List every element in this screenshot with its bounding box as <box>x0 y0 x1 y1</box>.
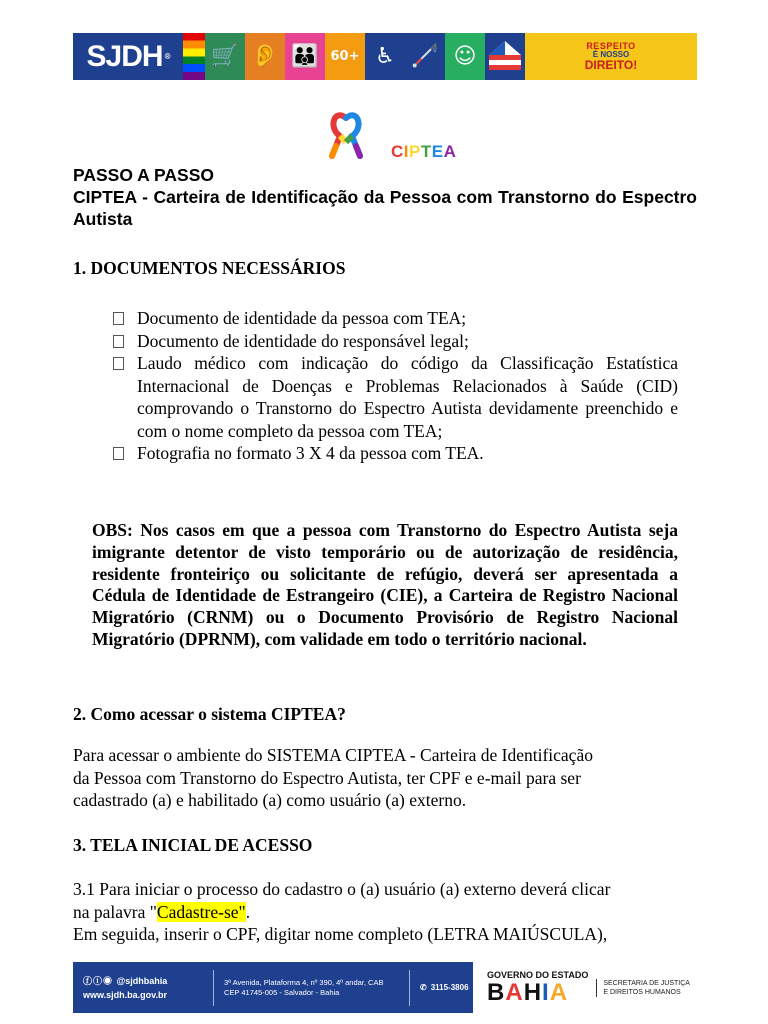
ciptea-letter: E <box>431 142 444 161</box>
accessibility-person-icon <box>445 33 485 80</box>
footer-divider <box>409 970 410 1006</box>
sjdh-logo <box>73 33 183 80</box>
bahia-flag-icon <box>485 33 525 80</box>
slogan-line-3: DIREITO! <box>584 58 638 72</box>
list-item-text: Laudo médico com indicação do código da Classificação Estatística Internacional de Doenças e Problemas Relacionados à Saúde (CID) comprovando o Transtorno do Espectro Autista devidamente preenchido e com o nome completo da pessoa com TEA; <box>137 353 678 441</box>
paragraph-line: Em seguida, inserir o CPF, digitar nome completo (LETRA MAIÚSCULA), <box>73 924 608 944</box>
elderly-60-plus-icon <box>325 33 365 80</box>
section-3-paragraph <box>73 878 697 946</box>
slogan-line-2: É NOSSO <box>592 50 630 59</box>
checkbox-icon <box>113 312 124 325</box>
pride-flag-icon <box>183 33 205 80</box>
blind-person-icon-glyph: 🦯 <box>411 44 439 69</box>
address-line-2: CEP 41745-005 - Salvador - Bahia <box>224 987 340 997</box>
paragraph-line: da Pessoa com Transtorno do Espectro Autista, ter CPF e e-mail para ser <box>73 767 581 788</box>
family-icon-glyph: 👪 <box>291 44 319 69</box>
section-1-heading: 1. DOCUMENTOS NECESSÁRIOS <box>73 258 346 278</box>
paragraph-line: Para acessar o ambiente do SISTEMA CIPTEA - Carteira de Identificação <box>73 745 593 765</box>
footer-social <box>73 974 203 1002</box>
ciptea-logo <box>326 110 456 160</box>
bahia-letter: I <box>542 978 550 1006</box>
paragraph-line <box>73 901 697 924</box>
bahia-wordmark <box>487 978 588 1006</box>
text-span: . <box>245 901 251 922</box>
obs-note: OBS: Nos casos em que a pessoa com Transtorno do Espectro Autista seja imigrante detentor de visto temporário ou de autorização de residência, residente fronteiriço ou solicitante de refúgio, deverá ser apresentada a Cédula de Identidade de Estrangeiro (CIE), a Carteira de Registro Nacional Migratório (CRNM) ou o Documento Provisório de Registro Nacional Migratório (DPRNM), com validade em todo o território nacional. <box>92 520 678 649</box>
secretariat-line-1: SECRETARIA DE JUSTIÇA <box>603 979 690 987</box>
paragraph-line: 3.1 Para iniciar o processo do cadastro o (a) usuário (a) externo deverá clicar <box>73 879 611 899</box>
footer-divider <box>213 970 214 1006</box>
sjdh-logo-text: SJDH <box>86 39 163 73</box>
bahia-letter: B <box>487 978 506 1006</box>
checkbox-icon <box>113 357 124 370</box>
ciptea-letter: T <box>420 142 432 161</box>
section-2-paragraph <box>73 744 697 812</box>
text-span: na palavra " <box>73 901 157 922</box>
hearing-aid-icon-glyph: 👂 <box>251 44 279 69</box>
blind-person-icon <box>405 33 445 80</box>
title-line-2: CIPTEA - Carteira de Identificação da Pessoa com Transtorno do Espectro Autista <box>73 187 697 229</box>
bahia-letter: H <box>523 978 543 1006</box>
wheelchair-icon-glyph: ♿ <box>375 44 395 69</box>
puzzle-ribbon-icon <box>326 110 366 160</box>
phone-number: 3115-3806 <box>430 983 469 992</box>
list-item-text: Fotografia no formato 3 X 4 da pessoa com TEA. <box>137 443 484 463</box>
shopping-cart-icon <box>205 33 245 80</box>
secretariat-label <box>596 979 690 997</box>
secretariat-line-2: E DIREITOS HUMANOS <box>603 988 681 996</box>
elderly-60-plus-icon-glyph: 60+ <box>330 49 360 64</box>
ciptea-wordmark <box>391 142 456 162</box>
section-2-heading: 2. Como acessar o sistema CIPTEA? <box>73 704 346 724</box>
sjdh-logo-mark: ® <box>164 52 170 61</box>
list-item <box>113 307 678 330</box>
phone-icon: ✆ <box>420 983 427 992</box>
section-3-heading: 3. TELA INICIAL DE ACESSO <box>73 835 313 855</box>
footer <box>73 962 697 1013</box>
social-handle: @sjdhbahia <box>116 975 168 986</box>
header-banner <box>73 33 697 80</box>
list-item <box>113 442 678 465</box>
paragraph-line: cadastrado (a) e habilitado (a) como usuário (a) externo. <box>73 790 467 810</box>
document-title <box>73 164 697 230</box>
social-icons: ⓕⓘ◉ <box>83 975 117 986</box>
checkbox-icon <box>113 447 124 460</box>
title-line-1: PASSO A PASSO <box>73 165 214 185</box>
ciptea-letter: P <box>409 142 421 161</box>
bahia-letter: A <box>549 978 569 1006</box>
list-item <box>113 330 678 353</box>
list-item-text: Documento de identidade da pessoa com TEA; <box>137 308 467 328</box>
government-logo <box>473 962 697 1013</box>
ciptea-letter: I <box>403 142 410 161</box>
ciptea-letter: C <box>391 142 404 161</box>
address-line-1: 3ª Avenida, Plataforma 4, nº 390, 4º andar, CAB <box>224 977 384 987</box>
bahia-letter: A <box>505 978 524 1006</box>
slogan-badge <box>525 33 697 80</box>
slogan-line-1: RESPEITO <box>586 41 636 51</box>
government-label: GOVERNO DO ESTADO <box>487 969 589 980</box>
footer-address <box>224 978 399 998</box>
accessibility-person-icon-glyph: ☺ <box>453 44 477 69</box>
family-icon <box>285 33 325 80</box>
list-item-text: Documento de identidade do responsável legal; <box>137 330 469 351</box>
list-item <box>113 352 678 442</box>
checkbox-icon <box>113 335 124 348</box>
website-link[interactable]: www.sjdh.ba.gov.br <box>83 989 168 1000</box>
hearing-aid-icon <box>245 33 285 80</box>
documents-list <box>113 307 678 465</box>
footer-phone <box>420 983 469 992</box>
cadastre-se-highlight: Cadastre-se" <box>156 901 246 922</box>
ciptea-letter: A <box>443 142 457 161</box>
wheelchair-icon <box>365 33 405 80</box>
footer-contact-bar <box>73 962 473 1013</box>
bahia-logo <box>487 971 588 1005</box>
shopping-cart-icon-glyph: 🛒 <box>211 44 239 69</box>
